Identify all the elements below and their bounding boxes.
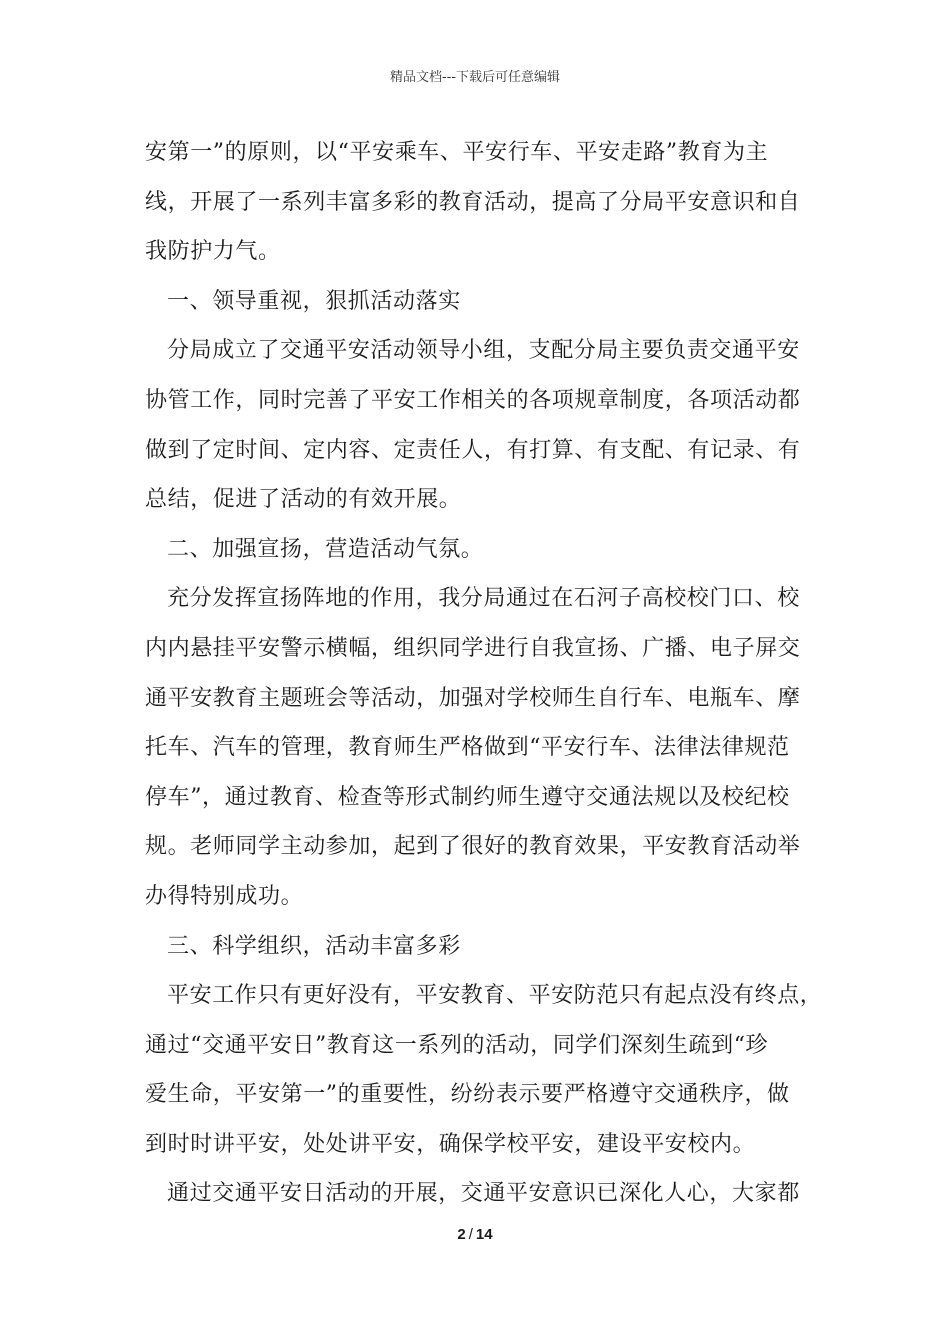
- text-line: 内内悬挂平安警示横幅，组织同学进行自我宣扬、广播、电子屏交: [145, 635, 801, 661]
- text-line: 充分发挥宣扬阵地的作用，我分局通过在石河子高校校门口、校: [167, 586, 800, 612]
- page-number: [0, 1226, 950, 1243]
- text-line: 我防护力气。: [145, 239, 281, 265]
- text-line: 通平安教育主题班会等活动，加强对学校师生自行车、电瓶车、摩: [145, 685, 801, 711]
- text-line: 通过“交通平安日”教育这一系列的活动，同学们深刻生疏到“珍: [145, 1032, 769, 1058]
- text-line: 规。老师同学主动参加，起到了很好的教育效果，平安教育活动举: [145, 834, 801, 860]
- text-line: 安第一”的原则，以“平安乘车、平安行车、平安走路”教育为主: [145, 140, 769, 165]
- text-line: 三、科学组织，活动丰富多彩: [167, 933, 461, 959]
- page-header: 精品文档---下载后可任意编辑: [389, 70, 561, 85]
- text-line: 托车、汽车的管理，教育师生严格做到“平安行车、法律法律规范: [145, 735, 790, 761]
- text-line: 爱生命，平安第一”的重要性，纷纷表示要严格遵守交通秩序，做: [145, 1082, 790, 1108]
- total-pages-number: 14: [475, 1226, 493, 1243]
- text-line: 平安工作只有更好没有，平安教育、平安防范只有起点没有终点，: [167, 983, 823, 1009]
- current-page-number: 2: [457, 1226, 466, 1243]
- text-line: 线，开展了一系列丰富多彩的教育活动，提高了分局平安意识和自: [145, 189, 801, 215]
- text-line: 协管工作，同时完善了平安工作相关的各项规章制度，各项活动都: [145, 387, 801, 413]
- document-body: [145, 128, 823, 1219]
- text-line: 二、加强宣扬，营造活动气氛。: [167, 536, 484, 562]
- text-line: 办得特别成功。: [145, 883, 304, 909]
- text-line: 到时时讲平安，处处讲平安，确保学校平安，建设平安校内。: [145, 1131, 756, 1157]
- text-line: 停车”，通过教育、检查等形式制约师生遵守交通法规以及校纪校: [145, 784, 790, 810]
- page-separator: /: [468, 1226, 473, 1243]
- text-line: 总结，促进了活动的有效开展。: [145, 487, 462, 513]
- text-line: 做到了定时间、定内容、定责任人，有打算、有支配、有记录、有: [145, 437, 801, 463]
- text-line: 一、领导重视，狠抓活动落实: [167, 288, 461, 314]
- text-line: 分局成立了交通平安活动领导小组，支配分局主要负责交通平安: [167, 338, 800, 364]
- text-line: 通过交通平安日活动的开展，交通平安意识已深化人心，大家都: [167, 1181, 800, 1207]
